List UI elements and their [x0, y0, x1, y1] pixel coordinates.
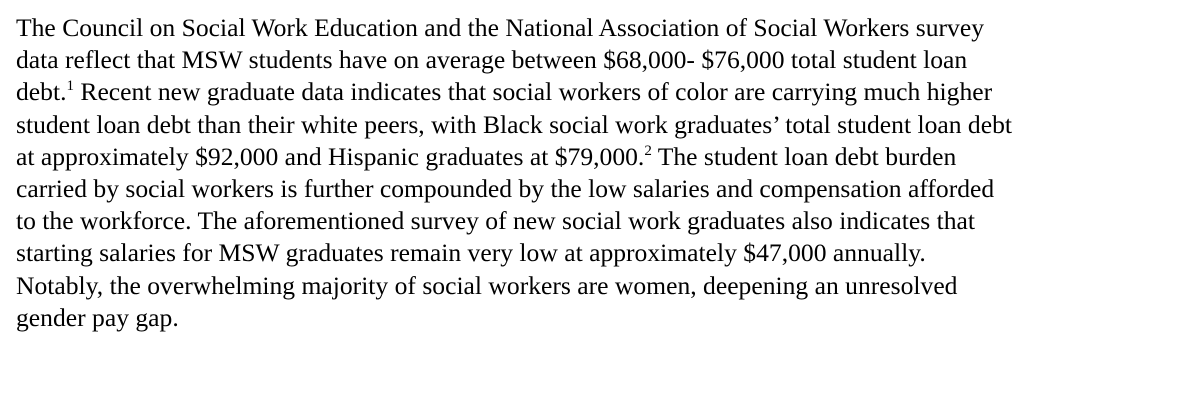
document-body [16, 12, 1186, 334]
text-line: starting salaries for MSW graduates remain very low at approximately $47,000 annually. [16, 238, 926, 268]
text-line: carried by social workers is further compounded by the low salaries and compensation afforded [16, 174, 995, 204]
text-line [16, 141, 1186, 173]
text-line: Notably, the overwhelming majority of social workers are women, deepening an unresolved [16, 270, 958, 300]
text-run: at approximately $92,000 and Hispanic graduates at $79,000. [16, 141, 645, 171]
body-paragraph [16, 12, 1186, 334]
text-line: gender pay gap. [16, 302, 179, 332]
text-run: Recent new graduate data indicates that social workers of color are carrying much higher [73, 77, 993, 107]
text-run: The student loan debt burden [651, 141, 957, 171]
footnote-marker-2: 2 [644, 142, 652, 159]
text-line: data reflect that MSW students have on average between $68,000- $76,000 total student loan [16, 45, 968, 75]
footnote-marker-1: 1 [66, 78, 74, 95]
text-line [16, 76, 1186, 108]
text-line: The Council on Social Work Education and the National Association of Social Workers survey [16, 13, 985, 42]
text-line: to the workforce. The aforementioned survey of new social work graduates also indicates that [16, 206, 975, 236]
text-run: debt. [16, 77, 67, 107]
text-line: student loan debt than their white peers, with Black social work graduates’ total student loan debt [16, 109, 1012, 139]
